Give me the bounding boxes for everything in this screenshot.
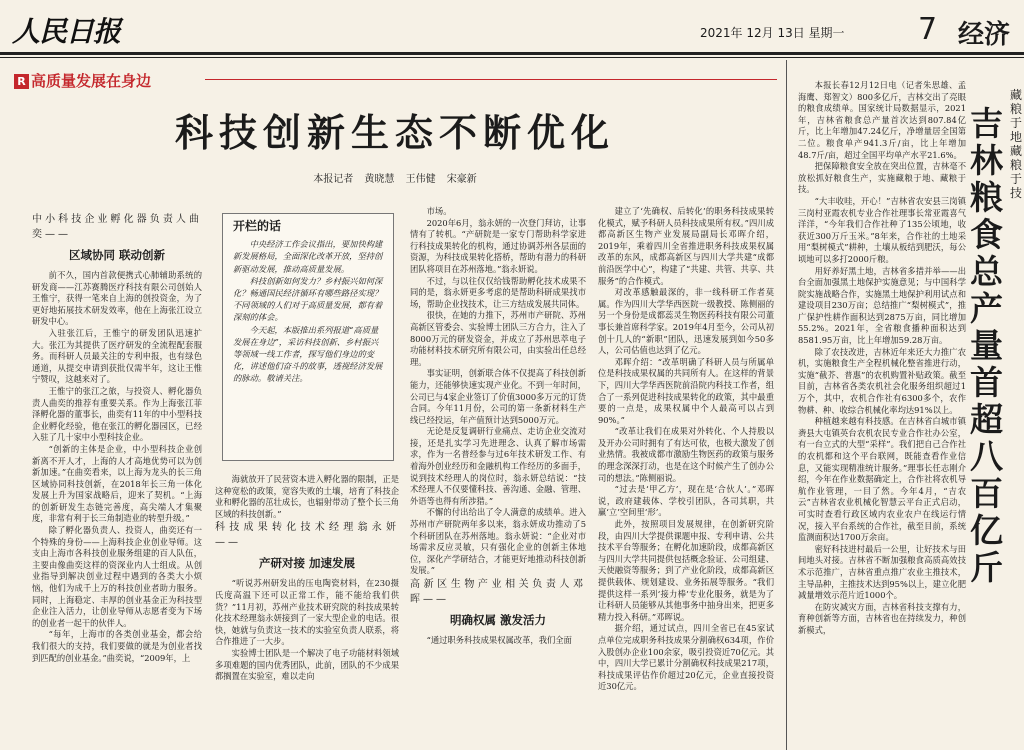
article-paragraph: 王惟宁的张江之旅，与投资人、孵化器负责人曲奕的推荐有重要关系。作为上海张江菲泽孵化器的董事长，曲奕有11年的中小型科技企业孵化经验，他在张江的孵化器园区，已经入驻了几十家中小型科技企业。 xyxy=(32,385,202,443)
article-paragraph: 除了孵化器负责人、投资人，曲奕还有一个特殊的身份——上海科技企业创业导师。这支由上海市各科技创业服务组建的百人队伍，主要由像曲奕这样的资深业内人士组成。从创业指导到解决创业过程中遇到的各类大小烦恼，他们为成千上万的科技创业者助力服务。同时，上海稳定、丰厚的创业基金正为科技型企业注入活力，让创业导师从志愿者变为下场的创业者一起干的伙伴人。 xyxy=(32,525,202,628)
article-paragraph: 无论是反复调研行业痛点、走访企业交流对接，还是扎实学习先进理念、认真了解市场需求，作为一名普经参与过6年技术研发工作、有着海外创业经历和金融机构工作经历的多面手，说到技术经理人的岗位时，翁永妍总结说：“技术经理人不仅要懂科技、善沟通、金融、管理、外语等也得有所涉猎。” xyxy=(410,426,586,506)
subhead-title: 明确权属 激发活力 xyxy=(449,613,546,627)
article-paragraph: 市场。 xyxy=(426,206,452,216)
editor-note-para: 科技创新如何发力？乡村振兴如何深化？畅通国民经济循环有哪些路径实现？不同领域的人们对于高质量发展，都有着深刻的体会。 xyxy=(233,275,383,323)
subhead-person: 中小科技企业孵化器负责人曲奕—— xyxy=(32,214,202,240)
article-paragraph: 种植越来越有科技感。在吉林省白城市镇赉县大屯镇英台农机农民专业合作社办公室，有一台立式的大型“采样”。我们把自己合作社的农机都和这个平台联网，既能查看作业信息，又能实现精准统计服务。”理事长任志刚介绍，今年在作业数据确定上，合作社将农机导航作业管理，一目了然。今年4月，“吉农云”吉林省农业机械化智慧云平台正式启动，可实时查看行政区域内农业农户在线运行情况，接入平台系统的合作社，截至目前，系统监测面积达1700万余亩。 xyxy=(798,416,966,543)
column-banner xyxy=(14,70,151,91)
column-divider xyxy=(786,60,787,750)
article-paragraph: 不懈的付出给出了令人满意的成绩单。进入苏州市产研院两年多以来，翁永妍成功推动了5个科研团队在苏州落地。翁永妍说：“企业对市场需求反应灵敏，只有强化企业的创新主体地位，深化产学研结合，才能更好地推动科技创新发展。” xyxy=(410,507,586,576)
section-name: 经济 xyxy=(958,20,1011,50)
article-paragraph: 实验博士团队是一个解决了电子功能材料领域多项难题的国内优秀团队，此前，团队的不少成果都搁置在实验室，难以走向 xyxy=(215,647,399,682)
article-paragraph: “听说苏州研发出的压电陶瓷材料，在230摄氏度高温下还可以正常工作，能不能给我们供货？”11月初，苏州产业技术研究院的科技成果转化技术经理翁永妍接到了一家大型企业的电话。很快，她就与负责这一技术的实验室负责人联系，将合作推进了一大步。 xyxy=(215,578,399,647)
side-article-kicker: 藏粮于地 藏粮于技 xyxy=(1010,88,1023,200)
article-paragraph: 此外，按照项目发展规律，在创新研究阶段，由四川大学提供课题申报、专利申请、公共技术平台等服务；在孵化加速阶段，成都高新区与四川大学共同提供包括概念验证、公司组建、天使融资等服务；到了产业化阶段，成都高新区提供载体、规划建设、业务拓展等服务。“我们提供这样一系列‘接力棒’专业化服务，就是为了让科研人员能够从其他事务中抽身出来，把更多精力投入科研。”邓晖说。 xyxy=(598,519,774,622)
article-paragraph: 很快，在她的力推下，苏州市产研院、苏州高新区管委会、实验博士团队三方合力，注入了8000万元的研发资金，并成立了苏州思萃电子功能材料技术研究所有限公司，由实验出任总经理。 xyxy=(410,310,586,367)
side-article-headline: 吉林粮食总产量首超八百亿斤 xyxy=(970,104,1003,587)
masthead-rule xyxy=(0,52,1024,55)
editor-note-para: 中央经济工作会议指出，要加快构建新发展格局，全面深化改革开放，坚持创新驱动发展，推动高质量发展。 xyxy=(233,239,383,274)
subhead-person: 高新区生物产业相关负责人邓晖—— xyxy=(410,579,586,605)
article-paragraph: “改革让我们在成果对外转化、个人持股以及开办公司时拥有了有达可依，也极大激发了创业热情。我被成都市激励生物医药的政策与服务的理念深深打动，也是在这个时候产生了创办公司的想法。”陈侧丽说。 xyxy=(598,426,774,483)
editor-note-box xyxy=(222,213,394,461)
article-paragraph: 建立了‘先确权、后转化’的职务科技成果转化模式，赋予科研人员科技成果所有权。”四川成都高新区生物产业发展局副局长邓晖介绍，2019年，乘着四川全省推进职务科技成果权属改革的东风，成都高新区与四川大学共建“成都前沿医学中心”，构建了“共建、共管、共享、共服务”的合作模式。 xyxy=(598,206,774,286)
masthead-rule-thin xyxy=(0,57,1024,58)
article-paragraph: 事实证明，创新联合体不仅提高了科技创新能力，还能够快速实现产业化。不到一年时间，公司已与4家企业签订了价值3000多万元的订货合同。今年11月份，公司的第一条新材料生产线已经投运，年产值预计达到5000万元。 xyxy=(410,368,586,425)
article-column-2 xyxy=(215,474,399,750)
article-paragraph: 对改革感触最深的，非一线科研工作者莫属。作为四川大学华西医院一级教授、陈侧丽的另一个身份是成都蕊灵生物医药科技有限公司董事长兼首席科学家。2019年4月至今，公司从初创十几人的“新职”团队，迅速发展到如今50多人，公司估值也达到了亿元。 xyxy=(598,287,774,356)
issue-date: 2021年 12月 13日 星期一 xyxy=(700,26,845,40)
article-paragraph: “大丰收哇，开心！”吉林省农安县三岗镇三岗村亚霞农机专业合作社理事长常亚霞喜气洋洋，“今年我们合作社种了135公顷地，收获近300万斤玉米。”8年来，合作社的土地采用“梨树模式”耕种，土壤从板结到肥沃，每公顷地可以多打2000斤粮。 xyxy=(798,195,966,264)
article-paragraph: 海就放开了民营资本进入孵化器的限制，正是这种宽松的政策，宽容失败的土壤，培育了科技企业和孵化器的茁壮成长，也辐射带动了整个长三角区域的科技创新。” xyxy=(215,474,399,519)
article-byline: 本报记者 黄晓慧 王伟健 宋豪新 xyxy=(313,174,477,185)
article-headline: 科技创新生态不断优化 xyxy=(174,111,615,155)
article-column-4 xyxy=(598,206,774,750)
article-paragraph: “过去是‘甲乙方’，现在是‘合伙人’。”邓晖说，政府建载体、学校引团队，各司其职，共赢‘立’空间里‘形’。 xyxy=(598,484,774,518)
article-paragraph: 密好科技进村最后一公里，让好技术与田间地头对接。吉林省不断加强粮食高质高效技术示范推广，吉林省重点推广农业主推技术，主导品种，主推技术达到95%以上，建立化肥减量增效示范片近1000个。 xyxy=(798,543,966,601)
article-paragraph: 用好养好黑土地，吉林省多措并举——出台全面加强黑土地保护实施意见；与中国科学院实施战略合作，实施黑土地保护利用试点和建设项目230万亩；总结推广“梨树模式”，推广保护性耕作面积达到2875万亩，同比增加55.2%。2021年，全省粮食播种面积达到8581.95万亩，比上年增加59.28万亩。 xyxy=(798,265,966,346)
article-paragraph: 2020年6月，翁永妍的一次登门拜访，让事情有了转机。“产研院是一家专门帮助科学家进行科技成果转化的机构，通过协调苏州各层面的资源，为科技成果转化搭桥，帮助有潜力的科研团队将项目在苏州落地。”翁永妍说。 xyxy=(410,217,586,274)
article-paragraph: 除了农技改进，吉林近年来还大力推广农机，实施粮食生产全程机械化整省推进行动，实施“截芥、普惠”的农机购置补贴政策。截至目前，吉林省各类农机社会化服务组织超过1万个，其中，农机合作社有6300多个，农作物耕、种、收综合机械化率均达91%以上。 xyxy=(798,346,966,415)
article-paragraph: “每年，上海市的各类创业基金，都会给我们很大的支持，我们要做的就是为创业者找到匹配的创业基金。”曲奕说，“2009年，上 xyxy=(32,629,202,663)
article-paragraph: 据介绍，通过试点，四川全省已在45家试点单位完成职务科技成果分割确权634项，作价入股创办企业100余家，吸引投资近70亿元。其中，四川大学已累计分割确权科技成果217项，科技成果评估作价超过20亿元，企业直接投资近30亿元。 xyxy=(598,623,774,692)
banner-marker-icon: R xyxy=(14,74,29,89)
subhead-title: 产研对接 加速发展 xyxy=(258,556,355,571)
newspaper-logo: 人民日报 xyxy=(12,15,121,48)
article-paragraph: 入驻张江后，王惟宁的研发团队迅速扩大。张江为其提供了医疗研发的全流程配套服务。而科研人员最关注的专利申报，也有绿色通道，从提交申请到获批仅需半年，这让王惟宁赞叹，这越来对了。 xyxy=(32,327,202,385)
masthead xyxy=(0,0,1024,54)
subhead-title: 区域协同 联动创新 xyxy=(68,248,165,262)
article-paragraph: 邓晖介绍：“改革明确了科研人员与所属单位是科技成果权属的共同所有人。在这样的背景下，四川大学华西医院前沿院内科技工作者，组合了一系列促进科技成果转化的政策，其中最重要的一点是，成果权属中个人最高可以占到90%。” xyxy=(598,356,774,425)
article-column-1 xyxy=(32,212,202,750)
banner-label: 高质量发展在身边 xyxy=(31,72,152,90)
subhead-person: 科技成果转化技术经理翁永妍—— xyxy=(215,522,399,549)
side-article-text xyxy=(798,80,966,750)
article-paragraph: 前不久，国内首款便携式心肺辅助系统的研发商——江苏赛腾医疗科技有限公司创始人王惟宁，获得一笔来自上海的创投资金，为了更好地拓展技术研发效率，他在上海张江设立研发中心。 xyxy=(32,270,202,327)
editor-note-title: 开栏的话 xyxy=(233,219,282,233)
article-paragraph: 不过，与以往仅仅给钱帮助孵化技术成果不同的是，翁永妍更多考虑的是帮助科研成果找市场，帮助企业找技术，让三方结成发展共同体。 xyxy=(410,275,586,309)
banner-divider xyxy=(205,79,777,80)
article-paragraph: “通过职务科技成果权属改革，我们全面 xyxy=(426,635,572,645)
article-paragraph: “创新的主体是企业，中小型科技企业创新离不开人才，上海的人才高地优势可以为创新加速。”在曲奕看来，以上海为龙头的长三角区域协同科技创新，在2018年长三角一体化发展上升为国家战略后，迎来了契机。“上海的创新研发生态链完善度，高尖端人才集聚度，非常有利于长三角制造业的转型升级。” xyxy=(32,443,202,524)
page-number: 7 xyxy=(918,12,938,47)
editor-note-para: 今天起，本版推出系列报道“高质量发展在身边”，采访科技创新、乡村振兴等领域一线工作者，探写他们身边的变化，讲述他们奋斗的故事，透视经济发展的脉动。敬请关注。 xyxy=(233,324,383,384)
article-paragraph: 本报长春12月12日电（记者朱思雄、孟海鹰、郑智文）800多亿斤，吉林交出了亮眼的粮食成绩单。国家统计局数据显示，2021年，吉林省粮食总产量首次达到807.84亿斤，比上年增加47.24亿斤，净增量居全国第二位。粮食单产941.3斤/亩，比上年增加48.7斤/亩，超过全国平均单产水平21.6%。 xyxy=(798,80,966,160)
article-paragraph: 把保障粮食安全放在突出位置，吉林毫不放松抓好粮食生产，实施藏粮于地、藏粮于技。 xyxy=(798,161,966,195)
article-column-3 xyxy=(410,206,586,750)
article-paragraph: 在防灾减灾方面，吉林省科技支撑有力，育种创新等方面，吉林省也在持续发力，种创新模式， xyxy=(798,601,966,635)
